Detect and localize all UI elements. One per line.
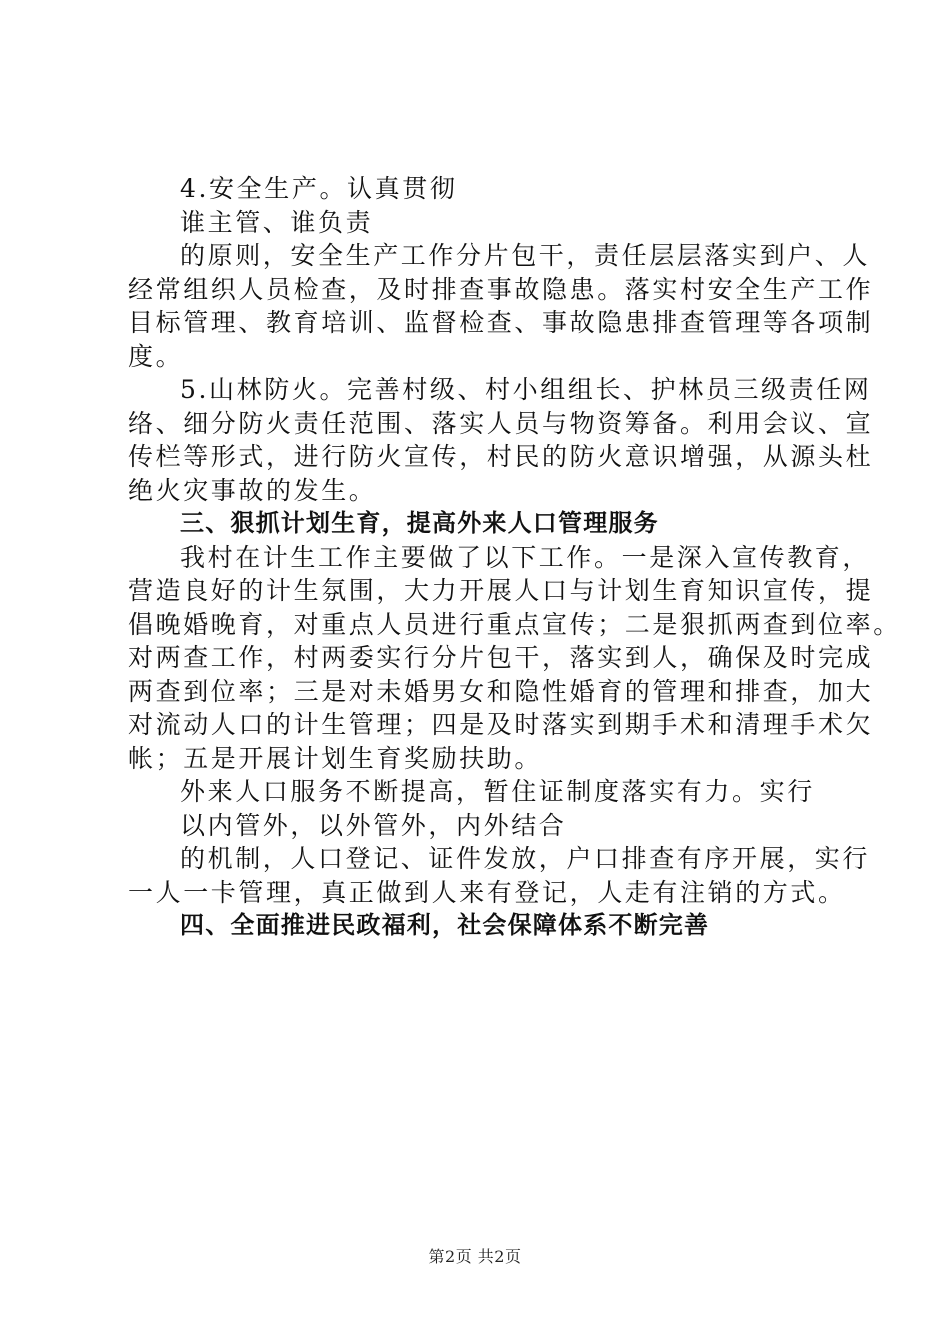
text-line: 5.山林防火。完善村级、村小组组长、护林员三级责任网: [180, 375, 872, 404]
text-line: 两查到位率；三是对未婚男女和隐性婚育的管理和排查，加大: [128, 676, 874, 706]
text-line: 的原则，安全生产工作分片包干，责任层层落实到户、人: [180, 241, 871, 270]
text-line: 的机制，人口登记、证件发放，户口排查有序开展，实行: [180, 844, 871, 873]
paragraph-safety-body: [128, 239, 874, 373]
text-line: 目标管理、教育培训、监督检查、事故隐患排查管理等各项制: [128, 308, 874, 337]
paragraph-management-phrase: 以内管外，以外管外，内外结合: [180, 810, 567, 840]
text-line: 经常组织人员检查，及时排查事故隐患。落实村安全生产工作: [128, 274, 874, 304]
section-heading-family-planning: 三、狠抓计划生育，提高外来人口管理服务: [180, 509, 659, 537]
page-footer: [0, 1244, 950, 1267]
paragraph-responsibility-phrase: 谁主管、谁负责: [180, 207, 374, 237]
paragraph-family-planning: [128, 541, 901, 776]
paragraph-migrant-service: 外来人口服务不断提高，暂住证制度落实有力。实行: [180, 777, 815, 806]
text-line: 帐；五是开展计划生育奖励扶助。: [128, 743, 543, 773]
text-line: 一人一卡管理，真正做到人来有登记，人走有注销的方式。: [128, 877, 846, 907]
paragraph-fire-prevention: [128, 373, 874, 507]
paragraph-mechanism: [128, 842, 871, 909]
text-line: 营造良好的计生氛围，大力开展人口与计划生育知识宣传，提: [128, 576, 874, 605]
paragraph-safety-title: 4.安全生产。认真贯彻: [180, 174, 458, 203]
text-line: 对流动人口的计生管理；四是及时落实到期手术和清理手术欠: [128, 710, 874, 739]
text-line: 倡晚婚晚育，对重点人员进行重点宣传；二是狠抓两查到位率。: [128, 609, 901, 639]
text-line: 对两查工作，村两委实行分片包干，落实到人，确保及时完成: [128, 643, 874, 672]
text-line: 绝火灾事故的发生。: [128, 475, 377, 505]
text-line: 我村在计生工作主要做了以下工作。一是深入宣传教育，: [180, 542, 871, 572]
section-heading-civil-welfare: 四、全面推进民政福利，社会保障体系不断完善: [180, 911, 710, 939]
document-body: [128, 172, 901, 943]
text-line: 传栏等形式，进行防火宣传，村民的防火意识增强，从源头杜: [128, 442, 874, 471]
text-line: 络、细分防火责任范围、落实人员与物资筹备。利用会议、宣: [128, 408, 874, 438]
text-line: 度。: [128, 341, 184, 371]
page-number-label: 第2页 共2页: [428, 1247, 522, 1266]
